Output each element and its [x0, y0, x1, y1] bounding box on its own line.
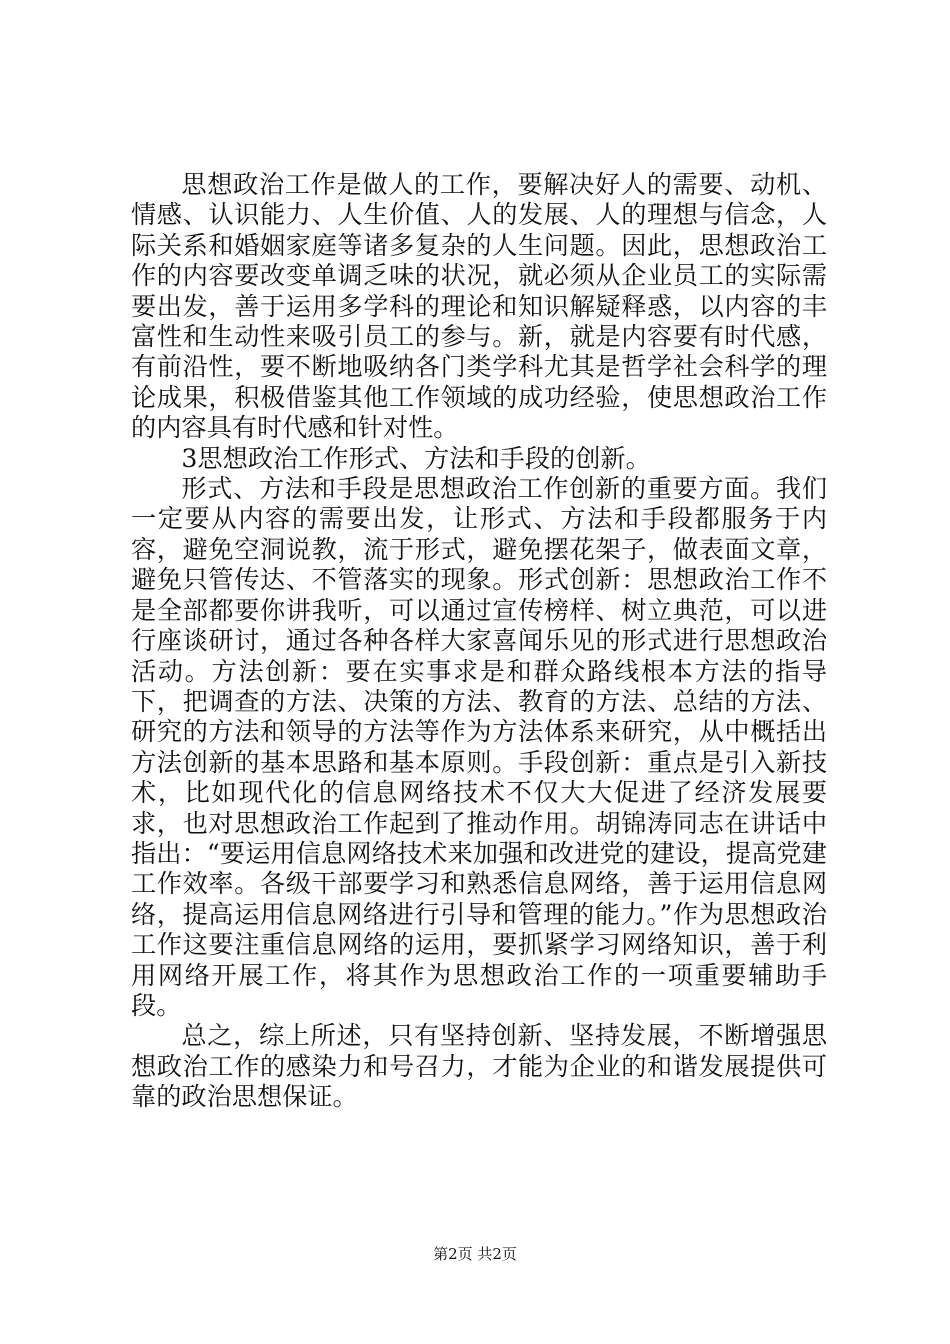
paragraph-methods: 形式、方法和手段是思想政治工作创新的重要方面。我们一定要从内容的需要出发，让形式、方法和手段都服务于内容，避免空洞说教，流于形式，避免摆花架子，做表面文章，避免只管传达、不管落实的现象。形式创新：思想政治工作不是全部都要你讲我听，可以通过宣传榜样、树立典范，可以进行座谈研讨，通过各种各样大家喜闻乐见的形式进行思想政治活动。方法创新：要在实事求是和群众路线根本方法的指导下，把调查的方法、决策的方法、教育的方法、总结的方法、研究的方法和领导的方法等作为方法体系来研究，从中概括出方法创新的基本思路和基本原则。手段创新：重点是引入新技术，比如现代化的信息网络技术不仅大大促进了经济发展要求，也对思想政治工作起到了推动作用。胡锦涛同志在讲话中指出：“要运用信息网络技术来加强和改进党的建设，提高党建工作效率。各级干部要学习和熟悉信息网络，善于运用信息网络，提高运用信息网络进行引导和管理的能力。”作为思想政治工作这要注重信息网络的运用，要抓紧学习网络知识，善于利用网络开展工作，将其作为思想政治工作的一项重要辅助手段。: [131, 474, 827, 1020]
section-heading: 3思想政治工作形式、方法和手段的创新。: [181, 443, 651, 473]
paragraph-intro: 思想政治工作是做人的工作，要解决好人的需要、动机、情感、认识能力、人生价值、人的发展、人的理想与信念，人际关系和婚姻家庭等诸多复杂的人生问题。因此，思想政治工作的内容要改变单调乏味的状况，就必须从企业员工的实际需要出发，善于运用多学科的理论和知识解疑释惑，以内容的丰富性和生动性来吸引员工的参与。新，就是内容要有时代感，有前沿性，要不断地吸纳各门类学科尤其是哲学社会科学的理论成果，积极借鉴其他工作领域的成功经验，使思想政治工作的内容具有时代感和针对性。: [131, 170, 827, 443]
paragraph-conclusion: 总之，综上所述，只有坚持创新、坚持发展，不断增强思想政治工作的感染力和号召力，才能为企业的和谐发展提供可靠的政治思想保证。: [131, 1021, 827, 1112]
document-body: [131, 170, 827, 1113]
page-number: 第2页 共2页: [433, 1245, 517, 1263]
